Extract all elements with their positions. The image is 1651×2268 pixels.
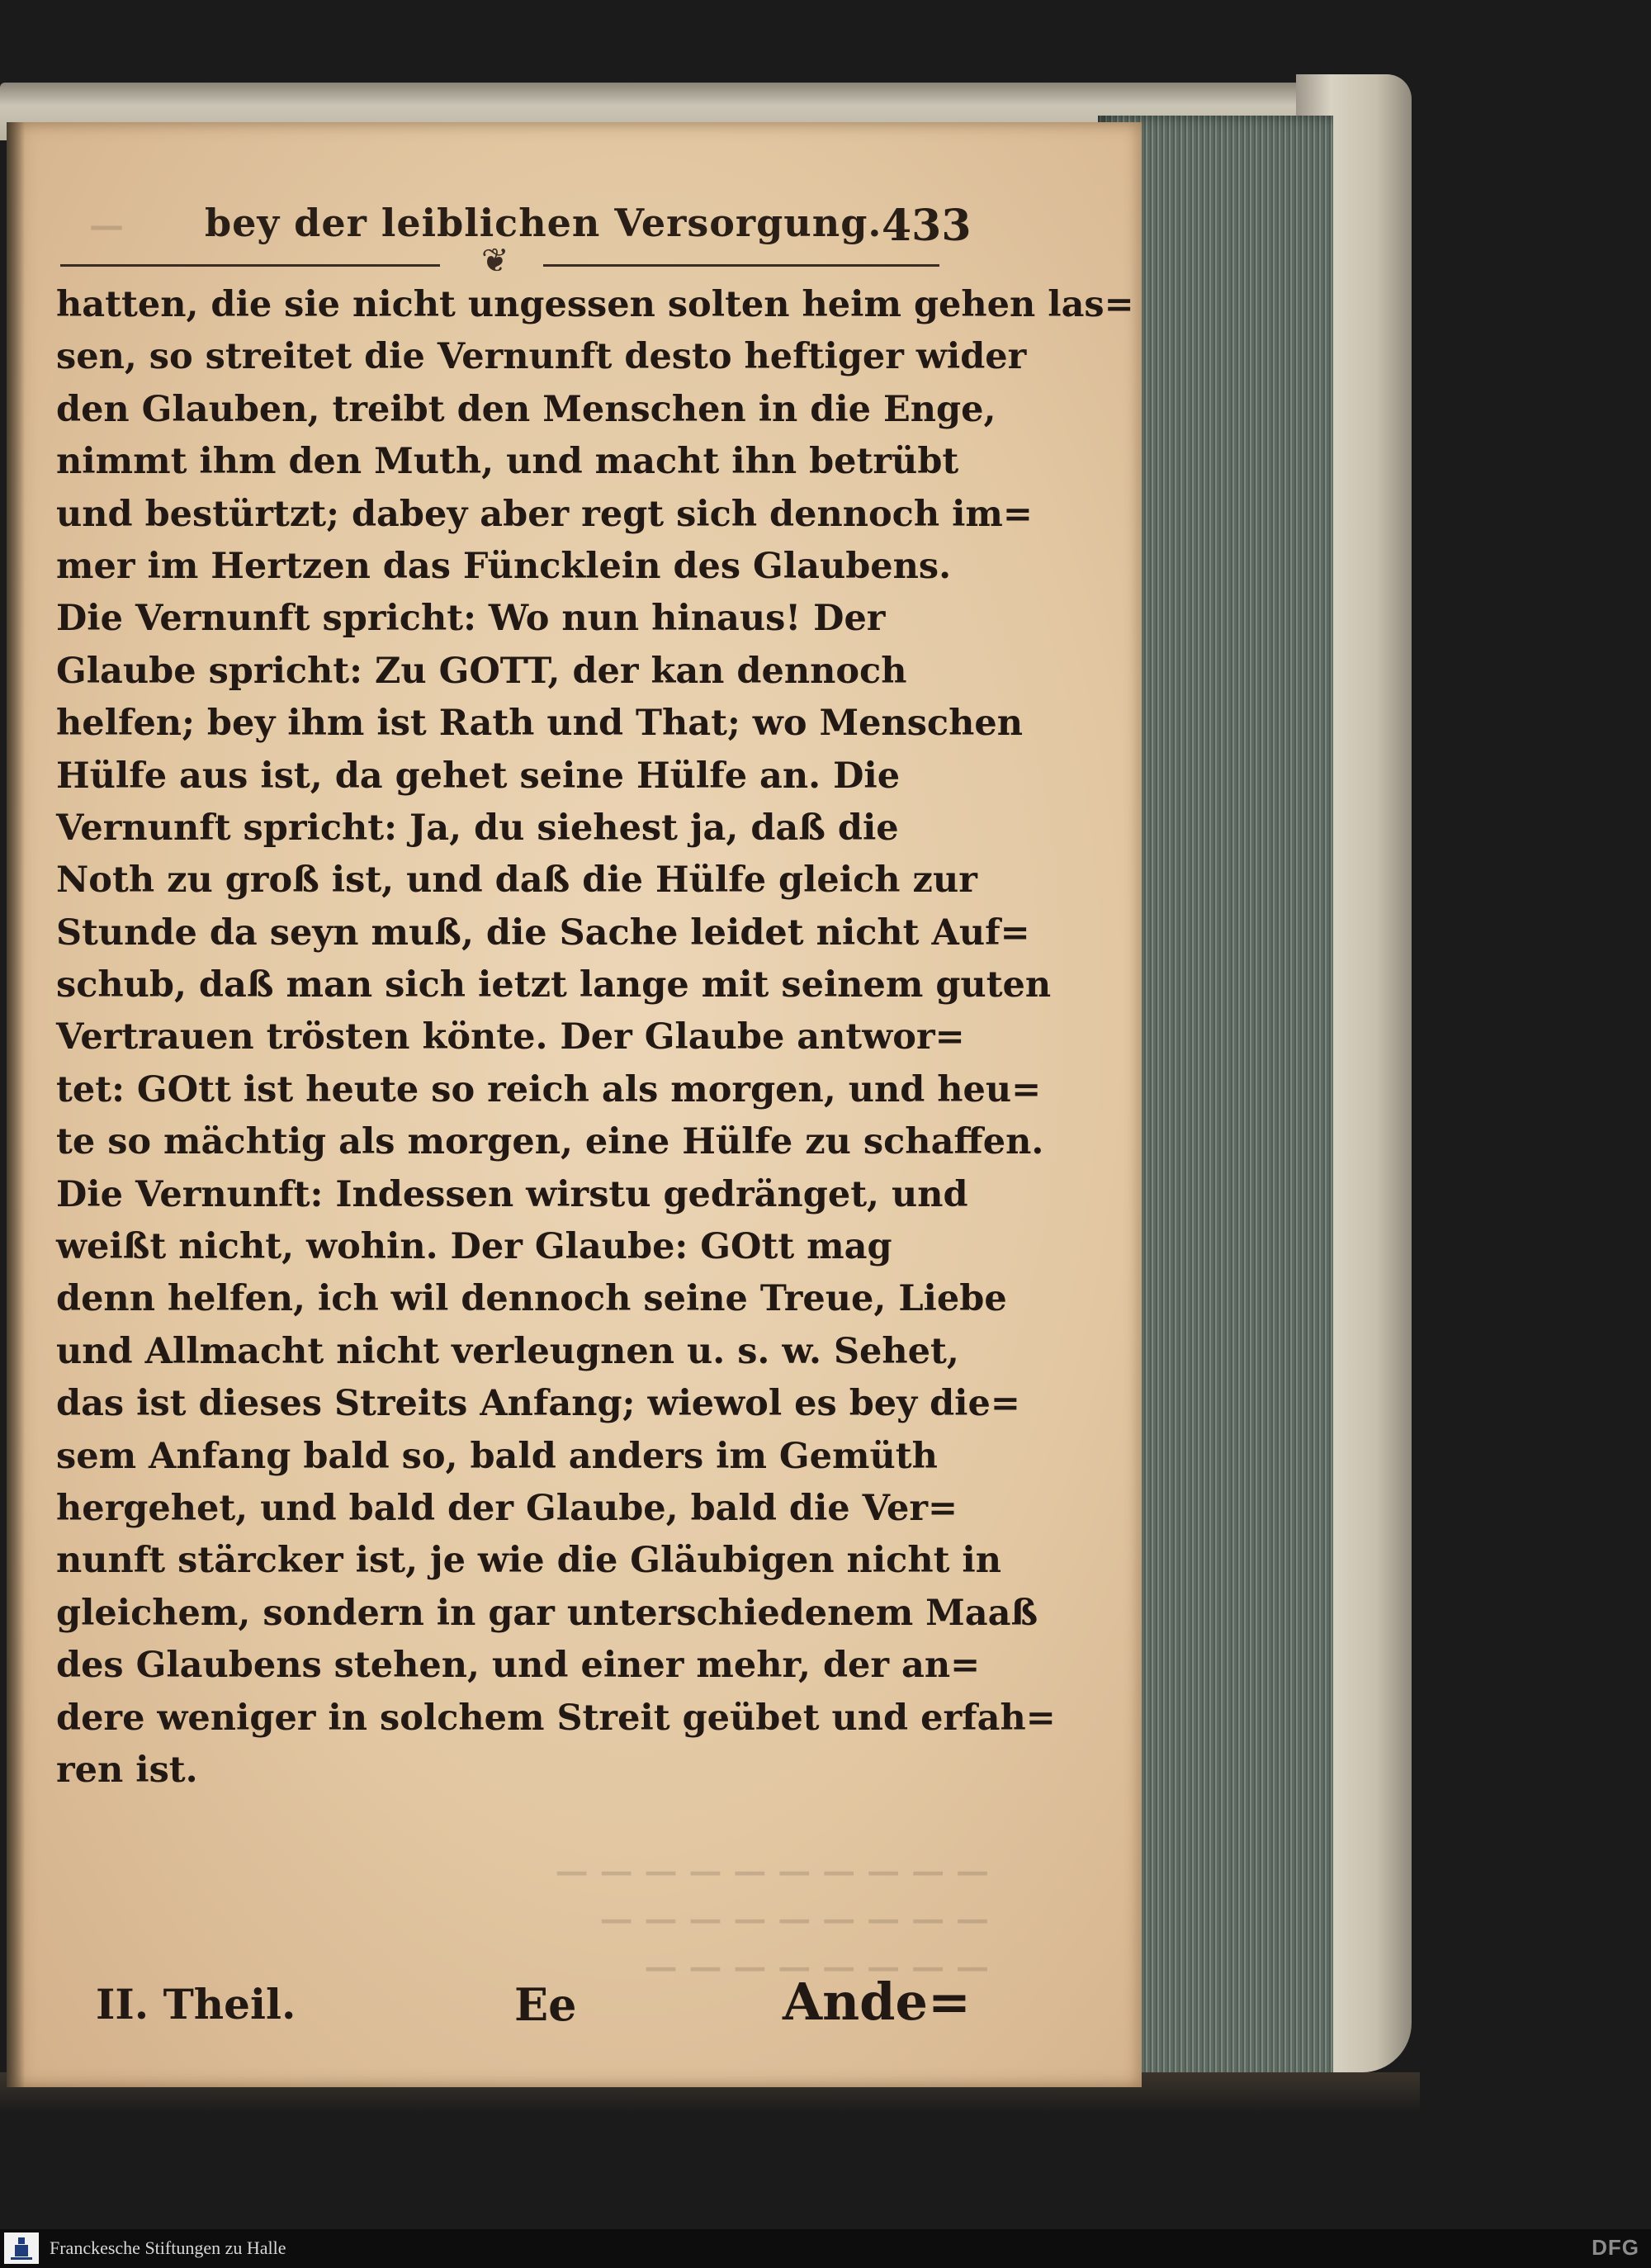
text-line: hatten, die sie nicht ungessen solten heim gehen las= xyxy=(56,284,1134,325)
institution-name: Franckesche Stiftungen zu Halle xyxy=(50,2237,286,2258)
book-page xyxy=(7,122,1142,2087)
running-head: bey der leiblichen Versorgung. xyxy=(205,201,882,245)
text-line: schub, daß man sich ietzt lange mit seinem guten xyxy=(56,964,1052,1006)
text-line: Noth zu groß ist, und daß die Hülfe gleich zur xyxy=(56,859,977,902)
text-line: nimmt ihm den Muth, und macht ihn betrübt xyxy=(56,441,959,483)
bleed-through-text: — — — — — — — — — — — — — — — — — — — — — — — — — — — xyxy=(555,1852,989,1986)
text-line: ren ist. xyxy=(56,1749,198,1791)
text-line: und bestürtzt; dabey aber regt sich dennoch im= xyxy=(56,493,1033,535)
bleed-through-head: — xyxy=(89,205,124,245)
text-line: sem Anfang bald so, bald anders im Gemüth xyxy=(56,1435,938,1477)
body-text xyxy=(56,279,1134,1797)
text-line: Stunde da seyn muß, die Sache leidet nicht Auf= xyxy=(56,911,1030,954)
text-line: Glaube spricht: Zu GOTT, der kan dennoch xyxy=(56,650,907,692)
text-line: sen, so streitet die Vernunft desto heftiger wider xyxy=(56,336,1027,378)
text-line: das ist dieses Streits Anfang; wiewol es bey die= xyxy=(56,1383,1020,1425)
signature-part: II. Theil. xyxy=(96,1980,296,2029)
text-line: gleichem, sondern in gar unterschiedenem Maaß xyxy=(56,1592,1038,1634)
catchword: Ande= xyxy=(783,1972,971,2032)
institution-logo-icon xyxy=(4,2232,39,2264)
text-line: tet: GOtt ist heute so reich als morgen, und heu= xyxy=(56,1068,1042,1110)
header-rule-left xyxy=(60,264,440,267)
text-line: denn helfen, ich wil dennoch seine Treue, Liebe xyxy=(56,1278,1007,1320)
signature-mark: Ee xyxy=(514,1978,577,2031)
text-line: weißt nicht, wohin. Der Glaube: GOtt mag xyxy=(56,1226,892,1268)
text-line: helfen; bey ihm ist Rath und That; wo Menschen xyxy=(56,703,1023,745)
text-line: hergehet, und bald der Glaube, bald die Ver= xyxy=(56,1487,958,1529)
text-line: und Allmacht nicht verleugnen u. s. w. Sehet, xyxy=(56,1330,959,1372)
funder-logo: DFG xyxy=(1592,2235,1639,2260)
text-line: Hülfe aus ist, da gehet seine Hülfe an. Die xyxy=(56,755,901,797)
page-number: 433 xyxy=(882,201,972,251)
credit-bar xyxy=(0,2229,1651,2268)
text-line: Vernunft spricht: Ja, du siehest ja, daß die xyxy=(56,807,899,849)
text-line: te so mächtig als morgen, eine Hülfe zu schaffen. xyxy=(56,1121,1044,1163)
text-line: des Glaubens stehen, und einer mehr, der an= xyxy=(56,1645,981,1687)
text-line: nunft stärcker ist, je wie die Gläubigen nicht in xyxy=(56,1540,1002,1582)
page-gutter xyxy=(7,122,25,2087)
text-line: Vertrauen trösten könte. Der Glaube antwor= xyxy=(56,1016,965,1058)
text-line: den Glauben, treibt den Menschen in die Enge, xyxy=(56,388,996,430)
header-rule-right xyxy=(543,264,939,267)
text-line: dere weniger in solchem Streit geübet und erfah= xyxy=(56,1697,1056,1739)
text-line: mer im Hertzen das Füncklein des Glaubens. xyxy=(56,545,952,587)
text-line: Die Vernunft spricht: Wo nun hinaus! Der xyxy=(56,598,886,640)
header-ornament: ❦ xyxy=(481,242,509,280)
text-line: Die Vernunft: Indessen wirstu gedränget, und xyxy=(56,1173,968,1215)
